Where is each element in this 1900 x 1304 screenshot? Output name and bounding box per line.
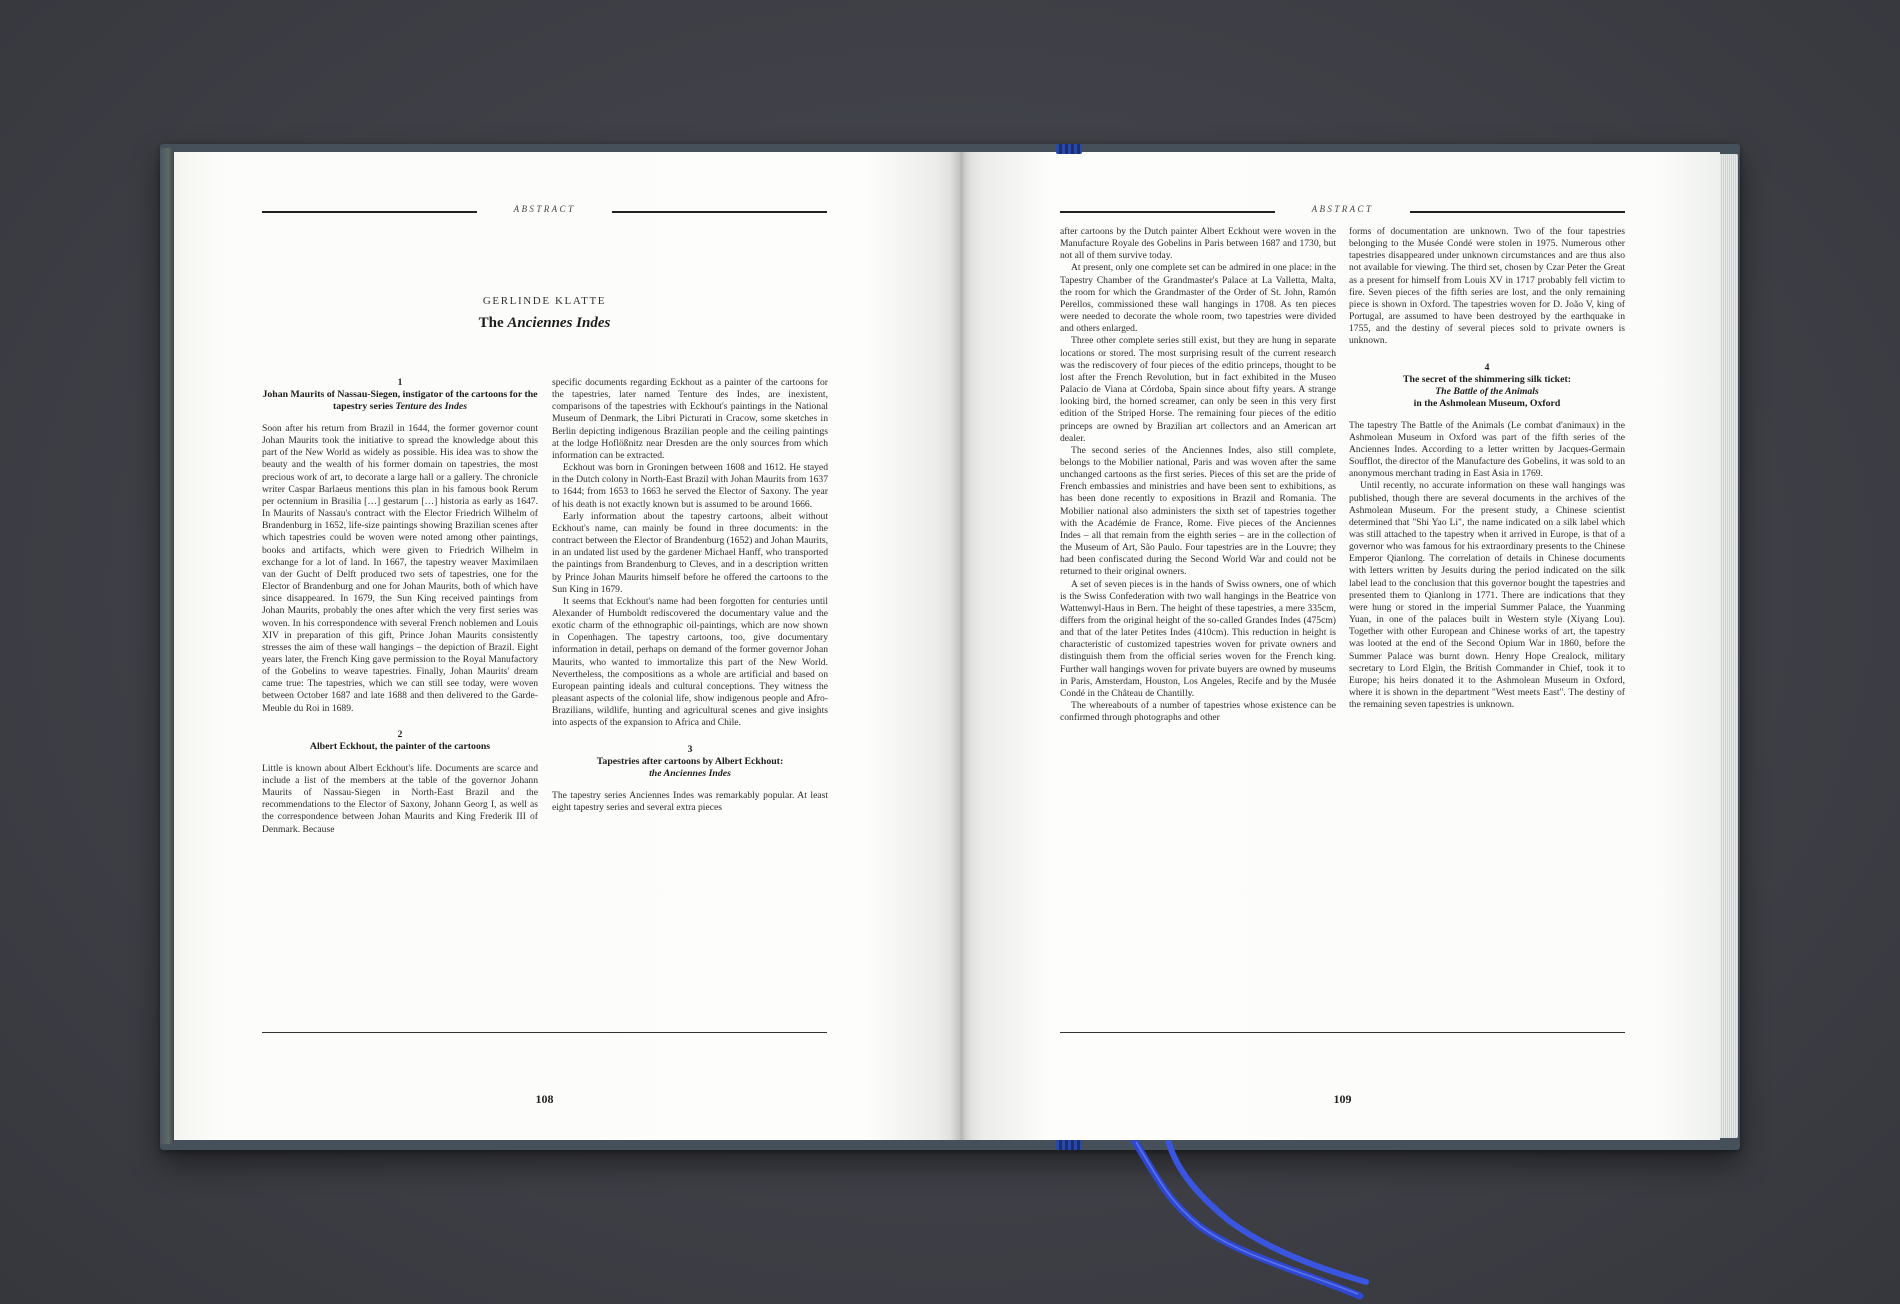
paragraph: specific documents regarding Eckhout as a painter of the cartoons for the tapestries, later named Tenture des Indes, are inexistent, comparisons of the tapestries with Eckhout's paintings in the National Museum of Denmark, the Libri Picturati in Cracow, some sketches in Berlin depicting indigenous Brazilian people and the ceiling paintings at the lodge Hoflößnitz near Dresden are the only sources from which information can be extracted. (552, 377, 828, 461)
paragraph: forms of documentation are unknown. Two of the four tapestries belonging to the Musée Condé were stolen in 1975. Numerous other tapestries disappeared under unknown circumstances and are thus also not available for viewing. The third set, chosen by Czar Peter the Great as a present for himself from Louis XV in 1717 probably fell victim to fire. Seven pieces of the fifth series are lost, and the only remaining piece is shown in Oxford. The tapestries woven for D. João V, king of Portugal, are assumed to have been destroyed by the earthquake in 1755, and the destiny of several pieces sold to private owners is unknown. (1349, 226, 1625, 347)
open-book (160, 144, 1740, 1150)
article-title (262, 315, 827, 332)
section-number: 1 (397, 377, 403, 388)
section-title (262, 389, 538, 413)
headband-bottom (1056, 1140, 1082, 1150)
header-label: ABSTRACT (1311, 204, 1374, 214)
right-page (960, 152, 1720, 1140)
section-title: Tapestries after cartoons by Albert Eckhout: (596, 755, 784, 767)
paragraph: Early information about the tapestry cartoons, albeit without Eckhout's name, can mainly be found in three documents: in the contract between the Elector of Brandenburg (1652) and Johan Maurits, in an undated list used by the gardener Michael Hanff, who transported the paintings from Brandenburg to Cleves, and in a description written by Prince Johan Maurits himself before he offered the cartoons to the Sun King in 1679. (552, 510, 828, 595)
page-stack-edge (1720, 154, 1738, 1138)
headband-top (1056, 144, 1082, 154)
footer-rule (1060, 1032, 1625, 1033)
paragraph: The second series of the Anciennes Indes, also still complete, belongs to the Mobilier national, Paris and was woven after the same unchanged cartoons as the first series. Pieces of this set are the pride of French embassies and ministries and have been sent to exhibitions, as has been done recently to expositions in Brazil and Romania. The Mobilier national also administers the sixth set of tapestries together with the Académie de France, Rome. Five pieces of the Anciennes Indes – all that remain from the eighth series – are in the collection of the Museum of Art, São Paulo. Four tapestries are in the Louvre; they had been confiscated during the Second World War and could not be returned to their original owners. (1060, 444, 1336, 578)
paragraph: It seems that Eckhout's name had been forgotten for centuries until Alexander of Humboldt rediscovered the documentary value and the exotic charm of the ethnographic oil-paintings, which are now shown in Copenhagen. The tapestry cartoons, too, give documentary information in detail, perhaps on demand of the former governor Johan Maurits, who wanted to immortalize this part of the New World. Nevertheless, the compositions as a whole are artificial and based on European painting ideals and cultural conceptions. They witness the pleasant aspects of the colonial life, show indigenous people and Afro-Brazilians, wildlife, hunting and agricultural scenes and give insights into aspects of the expansion to Africa and Chile. (552, 595, 828, 729)
paragraph: Three other complete series still exist, but they are hung in separate locations or stored. The most surprising result of the current research was the rediscovery of four pieces of the editio princeps, thought to be lost after the French Revolution, but in fact exhibited in the Museo Palacio de Viana at Córdoba, Spain since about fifty years. A strange looking bird, the horned screamer, can only be seen in this very first edition of the Striped Horse. The remaining four pieces of the editio princeps are owned by Brazilian art collectors and an American art dealer. (1060, 335, 1336, 444)
right-column-1 (1060, 226, 1336, 724)
paragraph: Eckhout was born in Groningen between 1608 and 1612. He stayed in the Dutch colony in North-East Brazil with Johan Maurits from 1637 to 1644; from 1653 to 1663 he served the Elector of Saxony. The year of his death is not exactly known but is assumed to be around 1666. (552, 462, 828, 510)
page-number: 109 (1333, 1092, 1352, 1106)
page-number: 108 (535, 1092, 554, 1106)
section-title: The secret of the shimmering silk ticket: (1403, 373, 1571, 385)
section-title-text: Johan Maurits of Nassau-Siegen, instigator of the cartoons for the tapestry series (262, 389, 538, 412)
paragraph: Little is known about Albert Eckhout's life. Documents are scarce and include a list of the members at the table of the governor Johann Maurits of Nassau-Siegen in North-East Brazil and the recommendations to the Elector of Saxony, Johann Georg I, as well as the correspondence between Johan Maurits and King Frederik III of Denmark. Because (262, 762, 538, 835)
paragraph: The tapestry series Anciennes Indes was remarkably popular. At least eight tapestry series and several extra pieces (552, 789, 828, 813)
header-rule-left (262, 211, 477, 213)
paragraph: At present, only one complete set can be admired in one place: in the Tapestry Chamber of the Grandmaster's Palace at La Valletta, Malta, the room for which the Grandmaster of the Order of St. John, Ramón Perellos, commissioned these wall hangings in 1708. As ten pieces were needed to decorate the whole room, two tapestries were divided and others enlarged. (1060, 262, 1336, 335)
header-rule-left (1060, 211, 1275, 213)
section-title-line2: the Anciennes Indes (649, 767, 731, 779)
bookmark-ribbon[interactable] (1128, 1140, 1388, 1304)
paragraph: after cartoons by the Dutch painter Albert Eckhout were woven in the Manufacture Royale des Gobelins in Paris between 1687 and 1730, but not all of them survive today. (1060, 226, 1336, 262)
author-name: GERLINDE KLATTE (482, 295, 607, 307)
section-number: 2 (397, 728, 403, 740)
paragraph: The whereabouts of a number of tapestries whose existence can be confirmed through photographs and other (1060, 700, 1336, 724)
section-heading-3 (552, 744, 828, 780)
left-page (174, 152, 960, 1140)
running-header (1060, 204, 1625, 218)
section-heading-2 (262, 729, 538, 753)
running-header (262, 204, 827, 218)
header-rule-right (612, 211, 827, 213)
book-gutter (950, 152, 972, 1140)
left-column-1 (262, 377, 538, 836)
section-title-line3: in the Ashmolean Museum, Oxford (1413, 397, 1561, 409)
section-title-italic: Tenture des Indes (395, 401, 468, 412)
header-rule-right (1410, 211, 1625, 213)
paragraph: A set of seven pieces is in the hands of Swiss owners, one of which is the Swiss Confederation with two wall hangings in the Beatrice von Wattenwyl-Haus in Bern. The height of these tapestries, a mere 335cm, differs from the original height of the so-called Grandes Indes (475cm) and that of the later Petites Indes (410cm). This reduction in height is characteristic of customized tapestries woven for private owners and distinguish them from the official series woven for the French king. Further wall hangings woven for private buyers are owned by museums in Paris, Amsterdam, Houston, Los Angeles, Recife and by the Musée Condé in the Château de Chantilly. (1060, 578, 1336, 699)
section-title: Albert Eckhout, the painter of the cartoons (309, 740, 491, 752)
paragraph: Until recently, no accurate information on these wall hangings was published, though there are several documents in the archives of the Ashmolean Museum. For the present study, a Chinese scientist determined that "Shi Yao Li", the name indicated on a silk label which was still attached to the tapestry when it arrived in Europe, is that of a governor who was famous for his extraordinary presents to the Chinese Emperor Qianlong. The correlation of details in Chinese documents with letters written by Jesuits during the period indicated on the silk label lead to the conclusion that this governor bought the tapestries and presented them to Qianlong in 1771. There are indications that they were hung or stored in the imperial Summer Palace, the Yuanming Yuan, in one of the palaces built in Western style (Xiyang Lou). Together with other European and Chinese works of art, the tapestry was looted at the end of the Second Opium War in 1860, before the Summer Palace was burnt down. Henry Hope Crealock, military secretary to Lord Elgin, the British Commander in Chief, took it to Europe; his heirs donated it to the Ashmolean Museum in Oxford, where it is shown in the department "West meets East". The destiny of the remaining seven tapestries is unknown. (1349, 480, 1625, 711)
left-column-2 (552, 377, 828, 814)
title-prefix: The (478, 315, 504, 331)
footer-rule (262, 1032, 827, 1033)
section-number: 4 (1484, 361, 1490, 373)
header-label: ABSTRACT (513, 204, 576, 214)
right-column-2 (1349, 226, 1625, 711)
title-italic: Anciennes Indes (507, 315, 611, 331)
section-heading-1 (262, 377, 538, 413)
cover-edge-left (160, 148, 174, 1144)
paragraph: The tapestry The Battle of the Animals (Le combat d'animaux) in the Ashmolean Museum in Oxford was part of the fifth series of the Anciennes Indes. According to a letter written by Jacques-Germain Soufflot, the director of the Manufacture des Gobelins, it was sold to an anonymous merchant trading in East Asia in 1769. (1349, 419, 1625, 480)
paragraph: Soon after his return from Brazil in 1644, the former governor count Johan Maurits took the initiative to spread the knowledge about this part of the New World as widely as possible. His idea was to show the beauty and the wealth of his former domain on tapestries, the most precious work of art, to decorate a large hall or a gallery. The chronicle writer Caspar Barlaeus mentions this plan in his famous book Rerum per octennium in Brasilia […] gestarum […] historia as early as 1647. In Maurits of Nassau's contract with the Elector Friedrich Wilhelm of Brandenburg in 1652, life-size paintings showing Brazilian scenes after which tapestries could be woven were noted among other paintings, books and artifacts, which were given to Friedrich Wilhelm in exchange for a lot of land. In 1667, the tapestry weaver Maximilaen van der Gucht of Delft produced two sets of tapestries, one for the Elector of Brandenburg and one for Johan Maurits, both of which have since disappeared. In 1679, the Sun King received paintings from Johan Maurits, probably the ones after which the very first series was woven. In his correspondence with several French noblemen and Louis XIV in preparation of this gift, Prince Johan Maurits consistently stresses the aim of these wall hangings – the depiction of Brazil. Eight years later, the French King gave permission to the Royal Manufactory of the Gobelins to weave tapestries. Finally, Johan Maurits' dream came true: The tapestries, which we can still see today, were woven between October 1687 and late 1688 and then delivered to the Garde-Meuble du Roi in 1689. (262, 423, 538, 714)
section-title-italic: The Battle of the Animals (1435, 385, 1539, 397)
section-number: 3 (687, 743, 693, 755)
ribbon-strand-1 (1134, 1140, 1360, 1296)
section-heading-4 (1349, 362, 1625, 410)
